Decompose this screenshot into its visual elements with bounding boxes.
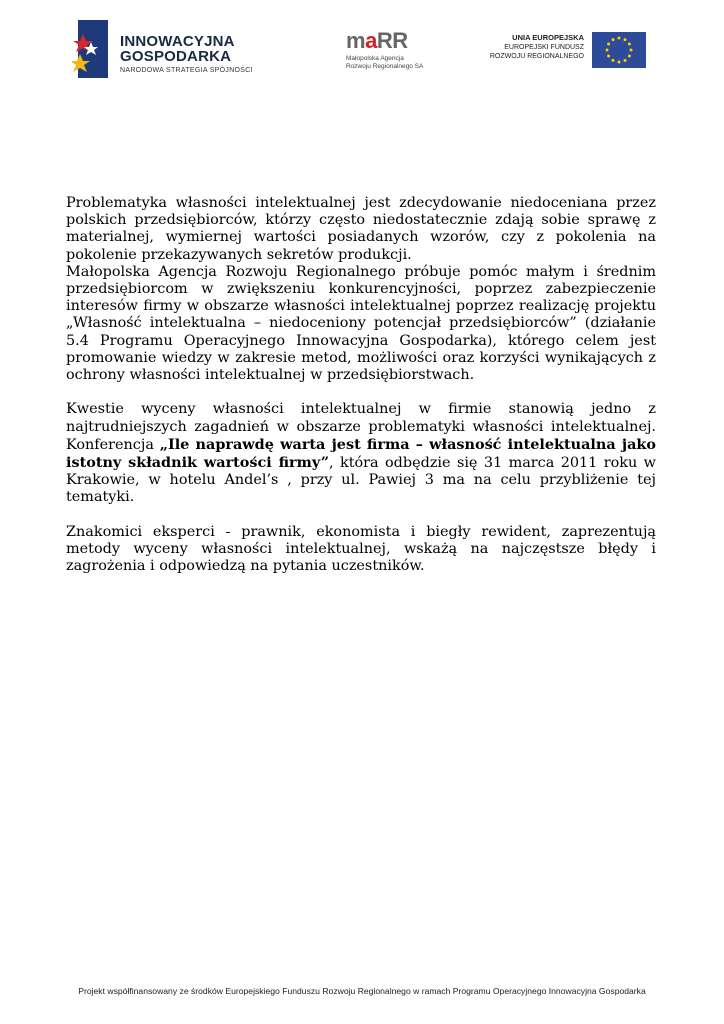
paragraph-4: Znakomici eksperci - prawnik, ekonomista i biegły rewident, zaprezentują metody wyceny własności intelektualnej, wskażą na najczęstsze błędy i zagrożenia i odpowiedzą na pytania uczestników. (66, 523, 656, 575)
conference-title: „Ile naprawdę warta jest firma – własność intelektualna jako istotny składnik wartości firmy” (66, 435, 656, 472)
eu-star (607, 43, 610, 46)
eu-line1: UNIA EUROPEJSKA (512, 33, 584, 42)
eu-star (612, 59, 615, 62)
eu-star (618, 37, 621, 40)
marr-sub2: Rozwoju Regionalnego SA (346, 62, 424, 70)
ig-line1: INNOWACYJNA (120, 33, 235, 50)
footer-note: Projekt współfinansowany ze środków Europejskiego Funduszu Rozwoju Regionalnego w ramach Programu Operacyjnego Innowacyjna Gospodarka (78, 986, 646, 996)
eu-star (618, 61, 621, 64)
eu-star (624, 59, 627, 62)
ig-line3: NARODOWA STRATEGIA SPÓJNOŚCI (120, 67, 253, 74)
marr-sub1: Małopolska Agencja (346, 55, 404, 62)
eu-star (630, 49, 633, 52)
ig-star-mark-icon (72, 20, 108, 78)
eu-line2: EUROPEJSKI FUNDUSZ (504, 44, 584, 51)
marr-a: a (365, 28, 377, 53)
marr-logo (346, 30, 436, 75)
paragraph-3-rest: , która odbędzie się 31 marca 2011 roku w Krakowie, w hotelu Andel’s , przy ul. Pawiej 3 ma na celu przybliżenie tej tematyki. (66, 455, 656, 506)
paragraph-1: Problematyka własności intelektualnej jest zdecydowanie niedoceniana przez polskich przedsiębiorców, którzy często niedostatecznie zdają sobie sprawę z materialnej, wymiernej wartości posiadanych wzorów, czy z pokolenia na pokolenie przekazywanych sekretów produkcji. (66, 195, 656, 263)
paragraph-2: Małopolska Agencja Rozwoju Regionalnego próbuje pomóc małym i średnim przedsiębiorcom w zwiększeniu konkurencyjności, poprzez zabezpieczenie interesów firmy w obszarze własności intelektualnej poprzez realizację projektu „Własność intelektualna – niedoceniony potencjał przedsiębiorców” (działanie 5.4 Programu Operacyjnego Innowacyjna Gospodarka), którego celem jest promowanie wiedzy w zakresie metod, możliwości oraz korzyści wynikających z ochrony własności intelektualnej w przedsiębiorstwach. (66, 263, 656, 384)
page-header (0, 0, 724, 90)
marr-wordmark (346, 30, 436, 52)
innowacyjna-gospodarka-logo (72, 20, 262, 82)
paragraph-3-intro: Kwestie wyceny własności intelektualnej w firmie stanowią jedno z najtrudniejszych zagadnień w obszarze problematyki własności intelektualnej. Konferencja (66, 401, 656, 453)
marr-m: m (346, 28, 366, 53)
paragraph-3 (66, 401, 656, 506)
eu-star (628, 43, 631, 46)
eu-stars-icon (592, 32, 646, 68)
eu-star (606, 49, 609, 52)
eu-star (624, 38, 627, 41)
eu-line3: ROZWOJU REGIONALNEGO (489, 53, 584, 60)
document-body (66, 195, 656, 575)
eu-star (628, 55, 631, 58)
eu-flag-icon (592, 32, 646, 68)
eu-star (607, 55, 610, 58)
ig-line2: GOSPODARKA (120, 48, 232, 65)
eu-star (612, 38, 615, 41)
eu-logo (489, 32, 646, 72)
marr-rr: RR (376, 28, 408, 53)
